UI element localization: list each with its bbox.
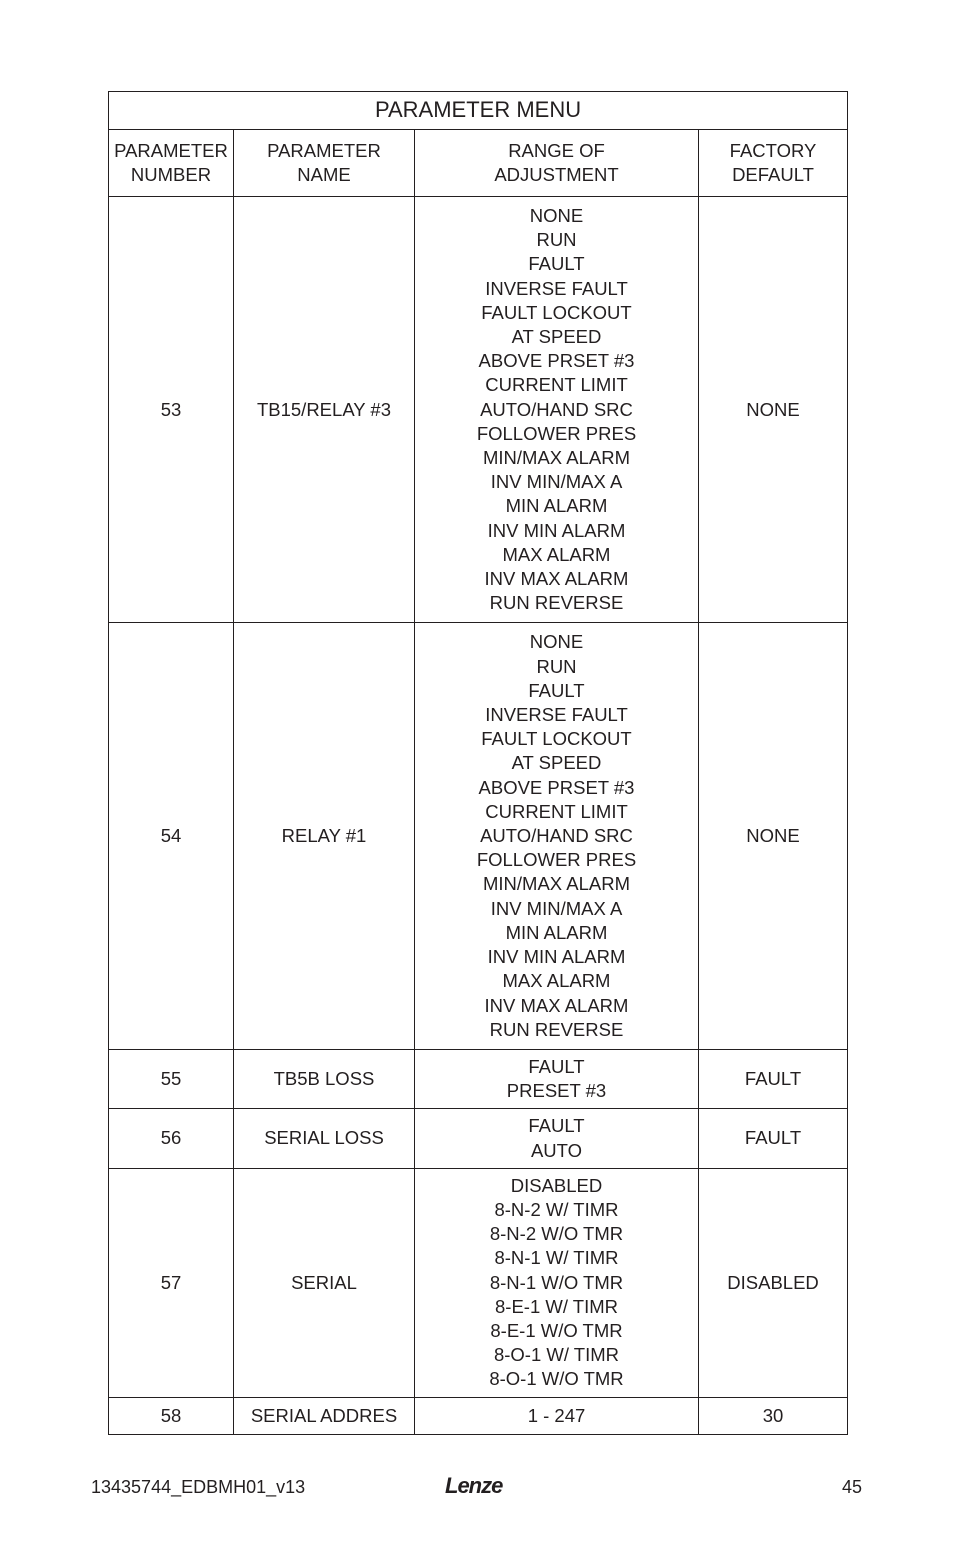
parameter-number-cell: 53 xyxy=(109,197,234,623)
page-number: 45 xyxy=(841,1477,862,1497)
header-factory-default xyxy=(699,130,848,197)
range-option: MIN ALARM xyxy=(505,495,608,517)
parameter-name-cell: SERIAL ADDRES xyxy=(234,1397,415,1434)
range-of-adjustment-cell xyxy=(415,1109,699,1168)
table-row xyxy=(109,623,848,1049)
header-parameter-number xyxy=(109,130,234,197)
factory-default-cell: FAULT xyxy=(699,1049,848,1108)
range-option: 8-N-2 W/O TMR xyxy=(489,1223,624,1245)
range-option: FAULT LOCKOUT xyxy=(481,728,632,750)
factory-default-cell: NONE xyxy=(699,197,848,623)
document-id: 13435744_EDBMH01_v13 xyxy=(91,1477,306,1497)
range-option: MIN/MAX ALARM xyxy=(483,873,630,895)
range-option: PRESET #3 xyxy=(506,1080,607,1102)
range-option: CURRENT LIMIT xyxy=(485,374,628,396)
range-option: 8-O-1 W/ TIMR xyxy=(493,1344,620,1366)
range-option: INVERSE FAULT xyxy=(485,704,628,726)
range-option: FAULT xyxy=(528,1115,585,1137)
range-option: INV MAX ALARM xyxy=(484,568,629,590)
parameter-menu-table xyxy=(108,91,848,1435)
range-option: AUTO/HAND SRC xyxy=(480,825,633,847)
range-option: FOLLOWER PRES xyxy=(476,422,637,444)
range-of-adjustment-cell xyxy=(415,623,699,1049)
range-option: ABOVE PRSET #3 xyxy=(478,350,635,372)
header-line: ADJUSTMENT xyxy=(494,164,619,185)
parameter-number-cell: 58 xyxy=(109,1397,234,1434)
parameter-number-cell: 56 xyxy=(109,1109,234,1168)
range-option: INVERSE FAULT xyxy=(485,277,628,299)
parameter-number-cell: 57 xyxy=(109,1168,234,1397)
range-option: CURRENT LIMIT xyxy=(485,800,628,822)
header-range-of-adjustment xyxy=(415,130,699,197)
range-option: NONE xyxy=(529,631,584,653)
header-line: NUMBER xyxy=(130,164,212,185)
range-of-adjustment-cell xyxy=(415,197,699,623)
range-option: AT SPEED xyxy=(511,752,602,774)
range-of-adjustment-cell xyxy=(415,1049,699,1108)
parameter-name-cell: TB5B LOSS xyxy=(234,1049,415,1108)
factory-default-cell: DISABLED xyxy=(699,1168,848,1397)
range-option: AT SPEED xyxy=(511,326,602,348)
header-line: NAME xyxy=(297,164,351,185)
header-parameter-name xyxy=(234,130,415,197)
table-row xyxy=(109,197,848,623)
range-option: RUN xyxy=(536,229,577,251)
table-row xyxy=(109,1168,848,1397)
parameter-name-cell: SERIAL xyxy=(234,1168,415,1397)
range-option: INV MIN ALARM xyxy=(487,946,626,968)
parameter-name-cell: SERIAL LOSS xyxy=(234,1109,415,1168)
table-row xyxy=(109,1397,848,1434)
factory-default-cell: NONE xyxy=(699,623,848,1049)
parameter-name-cell: TB15/RELAY #3 xyxy=(234,197,415,623)
lenze-logo: Lenze xyxy=(445,1473,503,1498)
range-option: INV MIN/MAX A xyxy=(490,471,623,493)
parameter-number-cell: 54 xyxy=(109,623,234,1049)
header-line: DEFAULT xyxy=(732,164,814,185)
table-title: PARAMETER MENU xyxy=(109,92,848,130)
range-of-adjustment-cell xyxy=(415,1168,699,1397)
range-option: 8-E-1 W/ TIMR xyxy=(495,1295,618,1317)
header-line: PARAMETER xyxy=(114,139,228,161)
range-option: 8-N-2 W/ TIMR xyxy=(494,1198,619,1220)
range-option: MAX ALARM xyxy=(502,543,611,565)
range-option: 8-N-1 W/O TMR xyxy=(489,1271,624,1293)
range-option: MIN ALARM xyxy=(505,921,608,943)
table-body xyxy=(109,197,848,1435)
parameter-name-cell: RELAY #1 xyxy=(234,623,415,1049)
factory-default-cell: 30 xyxy=(699,1397,848,1434)
range-option: AUTO xyxy=(530,1139,583,1161)
range-option: MIN/MAX ALARM xyxy=(483,447,630,469)
factory-default-cell: FAULT xyxy=(699,1109,848,1168)
range-option: FAULT LOCKOUT xyxy=(481,301,632,323)
table-row xyxy=(109,1109,848,1168)
range-option: INV MAX ALARM xyxy=(484,994,629,1016)
range-option: DISABLED xyxy=(510,1174,603,1196)
range-option: INV MIN ALARM xyxy=(487,519,626,541)
range-option: INV MIN/MAX A xyxy=(490,897,623,919)
range-option: NONE xyxy=(529,205,584,226)
range-option: AUTO/HAND SRC xyxy=(480,398,633,420)
range-of-adjustment-cell xyxy=(415,1397,699,1434)
range-option: RUN xyxy=(536,655,577,677)
header-line: RANGE OF xyxy=(508,139,605,161)
range-option: FAULT xyxy=(528,1055,585,1077)
range-option: 1 - 247 xyxy=(527,1404,586,1426)
range-option: 8-O-1 W/O TMR xyxy=(489,1368,624,1390)
range-option: MAX ALARM xyxy=(502,970,611,992)
header-line: FACTORY xyxy=(729,139,817,161)
range-option: FAULT xyxy=(528,253,585,275)
range-option: 8-N-1 W/ TIMR xyxy=(494,1247,619,1269)
header-line: PARAMETER xyxy=(267,139,381,161)
range-option: ABOVE PRSET #3 xyxy=(478,776,635,798)
range-option: 8-E-1 W/O TMR xyxy=(490,1319,623,1341)
range-option: FOLLOWER PRES xyxy=(476,849,637,871)
range-option: FAULT xyxy=(528,679,585,701)
parameter-number-cell: 55 xyxy=(109,1049,234,1108)
range-option: RUN REVERSE xyxy=(489,592,624,614)
range-option: RUN REVERSE xyxy=(489,1018,624,1040)
table-row xyxy=(109,1049,848,1108)
